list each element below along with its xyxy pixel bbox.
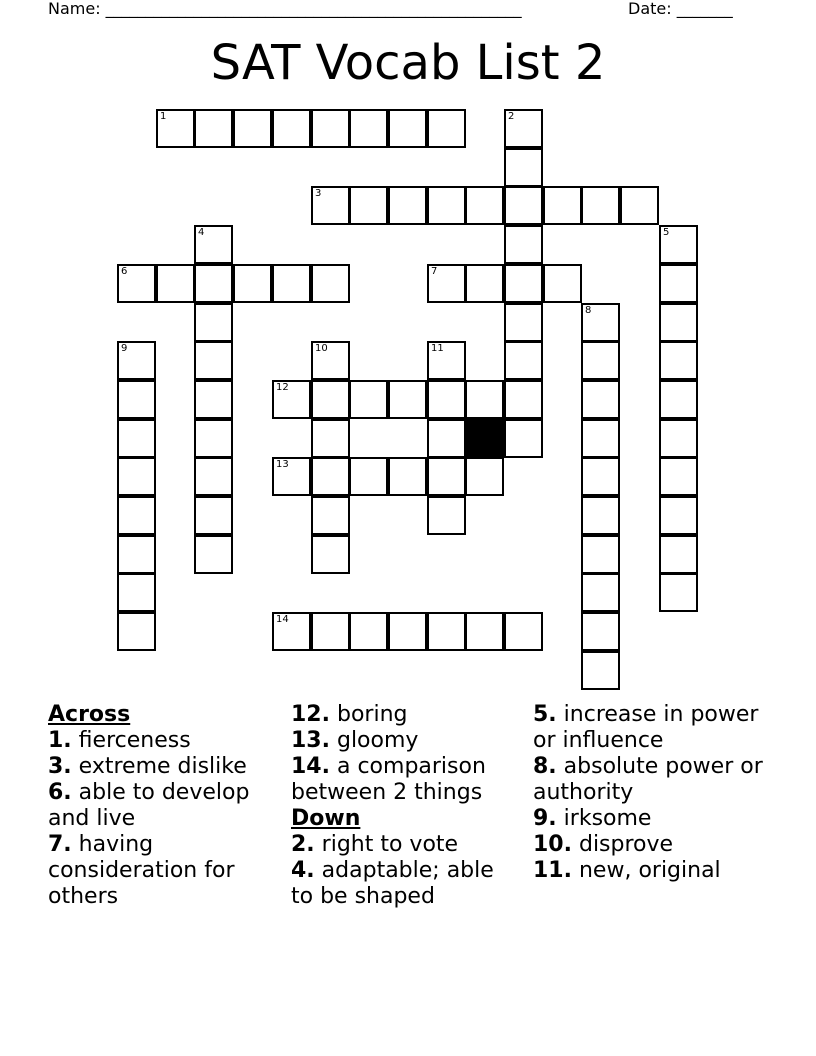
grid-cell[interactable] — [117, 496, 156, 535]
clue-number-label: 5 — [663, 227, 670, 238]
grid-cell[interactable] — [659, 264, 698, 303]
black-cell — [465, 419, 504, 458]
grid-cell[interactable] — [194, 496, 233, 535]
clue-number-label: 2 — [508, 111, 515, 122]
clue-number: 10. — [533, 832, 572, 857]
clue-number-label: 3 — [315, 188, 322, 199]
clue-text: a comparison between 2 things — [291, 754, 486, 805]
grid-cell[interactable] — [194, 109, 233, 148]
grid-cell[interactable] — [349, 186, 388, 225]
clue-number-label: 13 — [276, 459, 289, 470]
grid-cell[interactable] — [504, 303, 543, 342]
grid-cell[interactable] — [504, 148, 543, 187]
grid-cell[interactable] — [311, 612, 350, 651]
grid-cell[interactable] — [427, 612, 466, 651]
across-clue-7 — [48, 832, 270, 910]
clue-number-label: 7 — [431, 266, 438, 277]
grid-cell[interactable] — [543, 264, 582, 303]
clue-number: 2. — [291, 832, 315, 857]
grid-cell[interactable] — [194, 535, 233, 574]
grid-cell[interactable] — [581, 380, 620, 419]
grid-cell[interactable] — [504, 225, 543, 264]
grid-cell[interactable] — [272, 264, 311, 303]
down-clue-8 — [533, 754, 773, 806]
grid-cell[interactable] — [194, 380, 233, 419]
clue-column-1 — [48, 702, 270, 910]
across-clue-13 — [291, 728, 517, 754]
clue-number: 12. — [291, 702, 330, 727]
grid-cell[interactable] — [465, 612, 504, 651]
grid-cell[interactable] — [465, 264, 504, 303]
grid-cell[interactable] — [311, 419, 350, 458]
date-field-label: Date: _______ — [628, 0, 733, 18]
clue-column-2 — [291, 702, 517, 910]
across-clue-1 — [48, 728, 270, 754]
grid-cell[interactable] — [117, 264, 156, 303]
clue-text: gloomy — [336, 728, 419, 753]
grid-cell[interactable] — [117, 380, 156, 419]
clue-number-label: 6 — [121, 266, 128, 277]
grid-cell[interactable] — [465, 457, 504, 496]
clue-text: able to develop and live — [48, 780, 250, 831]
clue-text: extreme dislike — [78, 754, 247, 779]
grid-cell[interactable] — [388, 612, 427, 651]
clue-number: 13. — [291, 728, 330, 753]
clue-text: disprove — [578, 832, 674, 857]
grid-cell[interactable] — [311, 496, 350, 535]
across-heading: Across — [48, 702, 131, 727]
across-clue-14 — [291, 754, 517, 806]
across-clue-6 — [48, 780, 270, 832]
grid-cell[interactable] — [194, 225, 233, 264]
grid-cell[interactable] — [659, 496, 698, 535]
clue-number-label: 9 — [121, 343, 128, 354]
down-clue-4 — [291, 858, 517, 910]
clue-number-label: 4 — [198, 227, 205, 238]
grid-cell[interactable] — [659, 303, 698, 342]
clue-text: increase in power or influence — [533, 702, 759, 753]
grid-cell[interactable] — [504, 186, 543, 225]
grid-cell[interactable] — [581, 496, 620, 535]
clue-number: 6. — [48, 780, 72, 805]
clue-text: irksome — [563, 806, 652, 831]
grid-cell[interactable] — [659, 380, 698, 419]
grid-cell[interactable] — [349, 380, 388, 419]
grid-cell[interactable] — [504, 341, 543, 380]
clue-number-label: 8 — [585, 305, 592, 316]
grid-cell[interactable] — [194, 457, 233, 496]
grid-cell[interactable] — [349, 457, 388, 496]
grid-cell[interactable] — [233, 109, 272, 148]
clue-number: 5. — [533, 702, 557, 727]
grid-cell[interactable] — [272, 109, 311, 148]
grid-cell[interactable] — [659, 535, 698, 574]
grid-cell[interactable] — [581, 457, 620, 496]
grid-cell[interactable] — [388, 457, 427, 496]
grid-cell[interactable] — [659, 419, 698, 458]
grid-cell[interactable] — [388, 380, 427, 419]
grid-cell[interactable] — [504, 380, 543, 419]
grid-cell[interactable] — [272, 457, 311, 496]
grid-cell[interactable] — [311, 186, 350, 225]
clue-number: 8. — [533, 754, 557, 779]
page-title: SAT Vocab List 2 — [210, 35, 606, 91]
grid-cell[interactable] — [465, 186, 504, 225]
down-clue-11 — [533, 858, 773, 884]
grid-cell[interactable] — [311, 457, 350, 496]
clue-number-label: 14 — [276, 614, 289, 625]
grid-cell[interactable] — [311, 341, 350, 380]
clue-text: new, original — [578, 858, 721, 883]
grid-cell[interactable] — [427, 457, 466, 496]
clue-text: fierceness — [78, 728, 191, 753]
grid-cell[interactable] — [581, 612, 620, 651]
clue-number: 1. — [48, 728, 72, 753]
clue-number-label: 11 — [431, 343, 444, 354]
grid-cell[interactable] — [504, 264, 543, 303]
grid-cell[interactable] — [311, 109, 350, 148]
grid-cell[interactable] — [388, 109, 427, 148]
grid-cell[interactable] — [581, 186, 620, 225]
grid-cell[interactable] — [427, 186, 466, 225]
clue-text: absolute power or authority — [533, 754, 763, 805]
grid-cell[interactable] — [504, 612, 543, 651]
grid-cell[interactable] — [156, 264, 195, 303]
grid-cell[interactable] — [504, 419, 543, 458]
grid-cell[interactable] — [388, 186, 427, 225]
clue-number: 11. — [533, 858, 572, 883]
clue-number: 7. — [48, 832, 72, 857]
grid-cell[interactable] — [233, 264, 272, 303]
across-clue-12 — [291, 702, 517, 728]
grid-cell[interactable] — [272, 380, 311, 419]
down-clue-5 — [533, 702, 773, 754]
grid-cell[interactable] — [581, 341, 620, 380]
clue-text: boring — [336, 702, 408, 727]
grid-cell[interactable] — [311, 535, 350, 574]
grid-cell[interactable] — [427, 341, 466, 380]
clue-column-3 — [533, 702, 773, 884]
grid-cell[interactable] — [659, 573, 698, 612]
grid-cell[interactable] — [117, 341, 156, 380]
grid-cell[interactable] — [427, 419, 466, 458]
down-heading: Down — [291, 806, 361, 831]
clue-number-label: 12 — [276, 382, 289, 393]
clue-number: 9. — [533, 806, 557, 831]
clue-text: adaptable; able to be shaped — [291, 858, 494, 909]
grid-cell[interactable] — [194, 419, 233, 458]
grid-cell[interactable] — [117, 457, 156, 496]
grid-cell[interactable] — [194, 341, 233, 380]
grid-cell[interactable] — [581, 573, 620, 612]
grid-cell[interactable] — [117, 419, 156, 458]
grid-cell[interactable] — [543, 186, 582, 225]
down-clue-10 — [533, 832, 773, 858]
grid-cell[interactable] — [659, 341, 698, 380]
grid-cell[interactable] — [465, 380, 504, 419]
grid-cell[interactable] — [504, 109, 543, 148]
grid-cell[interactable] — [581, 535, 620, 574]
name-field-label: Name: ____________________________________________________ — [48, 0, 522, 18]
down-clue-9 — [533, 806, 773, 832]
grid-cell[interactable] — [311, 380, 350, 419]
grid-cell[interactable] — [117, 612, 156, 651]
grid-cell[interactable] — [581, 419, 620, 458]
grid-cell[interactable] — [427, 109, 466, 148]
grid-cell[interactable] — [349, 612, 388, 651]
clue-text: having consideration for others — [48, 832, 235, 909]
grid-cell[interactable] — [311, 264, 350, 303]
grid-cell[interactable] — [427, 264, 466, 303]
grid-cell[interactable] — [117, 573, 156, 612]
grid-cell[interactable] — [194, 303, 233, 342]
clue-number-label: 1 — [160, 111, 167, 122]
grid-cell[interactable] — [117, 535, 156, 574]
across-clue-3 — [48, 754, 270, 780]
down-clue-2 — [291, 832, 517, 858]
grid-cell[interactable] — [659, 225, 698, 264]
clue-number: 3. — [48, 754, 72, 779]
clue-number-label: 10 — [315, 343, 328, 354]
grid-cell[interactable] — [620, 186, 659, 225]
grid-cell[interactable] — [156, 109, 195, 148]
grid-cell[interactable] — [194, 264, 233, 303]
clue-text: right to vote — [321, 832, 459, 857]
grid-cell[interactable] — [349, 109, 388, 148]
grid-cell[interactable] — [427, 380, 466, 419]
grid-cell[interactable] — [272, 612, 311, 651]
clue-number: 14. — [291, 754, 330, 779]
grid-cell[interactable] — [427, 496, 466, 535]
grid-cell[interactable] — [581, 303, 620, 342]
clue-number: 4. — [291, 858, 315, 883]
grid-cell[interactable] — [581, 651, 620, 690]
grid-cell[interactable] — [659, 457, 698, 496]
